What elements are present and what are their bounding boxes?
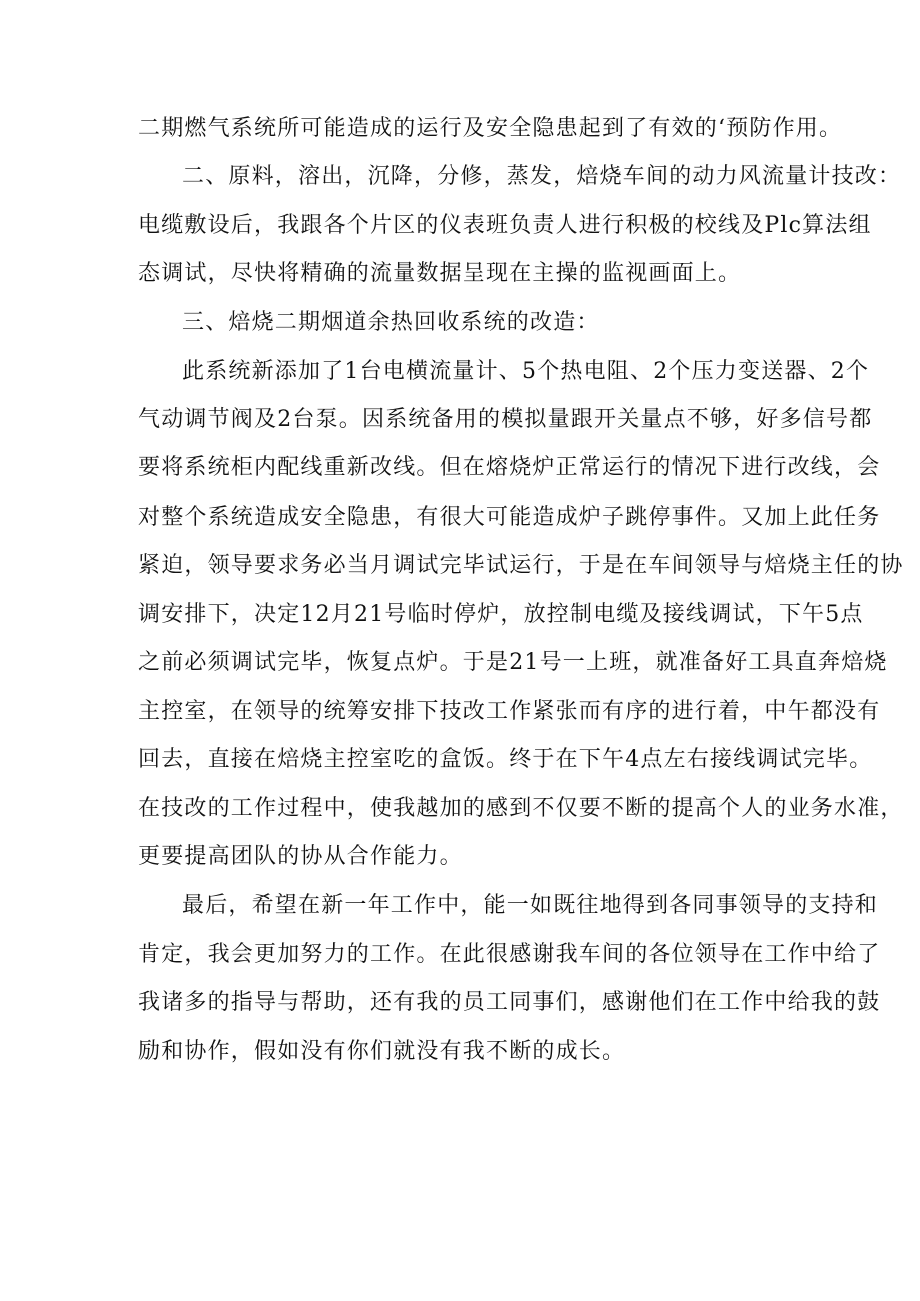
text-line-5: 三、焙烧二期烟道余热回收系统的改造：	[182, 310, 600, 335]
text-line-17: 最后，希望在新一年工作中，能一如既往地得到各同事领导的支持和	[182, 893, 879, 918]
text-line-8: 要将系统柜内配线重新改线。但在熔烧炉正常运行的情况下进行改线，会	[138, 455, 881, 480]
text-line-10: 紧迫，领导要求务必当月调试完毕试运行，于是在车间领导与焙烧主任的协	[138, 553, 904, 578]
text-line-19: 我诸多的指导与帮助，还有我的员工同事们，感谢他们在工作中给我的鼓	[138, 990, 881, 1015]
text-line-4: 态调试，尽快将精确的流量数据呈现在主操的监视画面上。	[138, 261, 742, 286]
text-line-11: 调安排下，决定12月21号临时停炉，放控制电缆及接线调试，下午5点	[138, 602, 864, 627]
text-line-18: 肯定，我会更加努力的工作。在此很感谢我车间的各位领导在工作中给了	[138, 942, 881, 967]
text-line-2: 二、原料，溶出，沉降，分修，蒸发，焙烧车间的动力风流量计技改：	[182, 164, 902, 189]
text-line-16: 更要提高团队的协从合作能力。	[138, 844, 463, 869]
text-line-7: 气动调节阀及2台泵。因系统备用的模拟量跟开关量点不够，好多信号都	[138, 407, 873, 432]
text-line-15: 在技改的工作过程中，使我越加的感到不仅要不断的提高个人的业务水准，	[138, 796, 904, 821]
text-line-20: 励和协作，假如没有你们就没有我不断的成长。	[138, 1039, 626, 1064]
text-line-3: 电缆敷设后，我跟各个片区的仪表班负责人进行积极的校线及Plc算法组	[138, 213, 872, 238]
text-line-6: 此系统新添加了1台电横流量计、5个热电阻、2个压力变送器、2个	[182, 359, 870, 384]
text-line-9: 对整个系统造成安全隐患，有很大可能造成炉子跳停事件。又加上此任务	[138, 505, 881, 530]
text-line-1: 二期燃气系统所可能造成的运行及安全隐患起到了有效的‘预防作用。	[138, 116, 843, 141]
text-line-12: 之前必须调试完毕，恢复点炉。于是21号一上班，就准备好工具直奔焙烧	[138, 650, 888, 675]
text-line-14: 回去，直接在焙烧主控室吃的盒饭。终于在下午4点左右接线调试完毕。	[138, 747, 873, 772]
text-line-13: 主控室，在领导的统筹安排下技改工作紧张而有序的进行着，中午都没有	[138, 699, 881, 724]
